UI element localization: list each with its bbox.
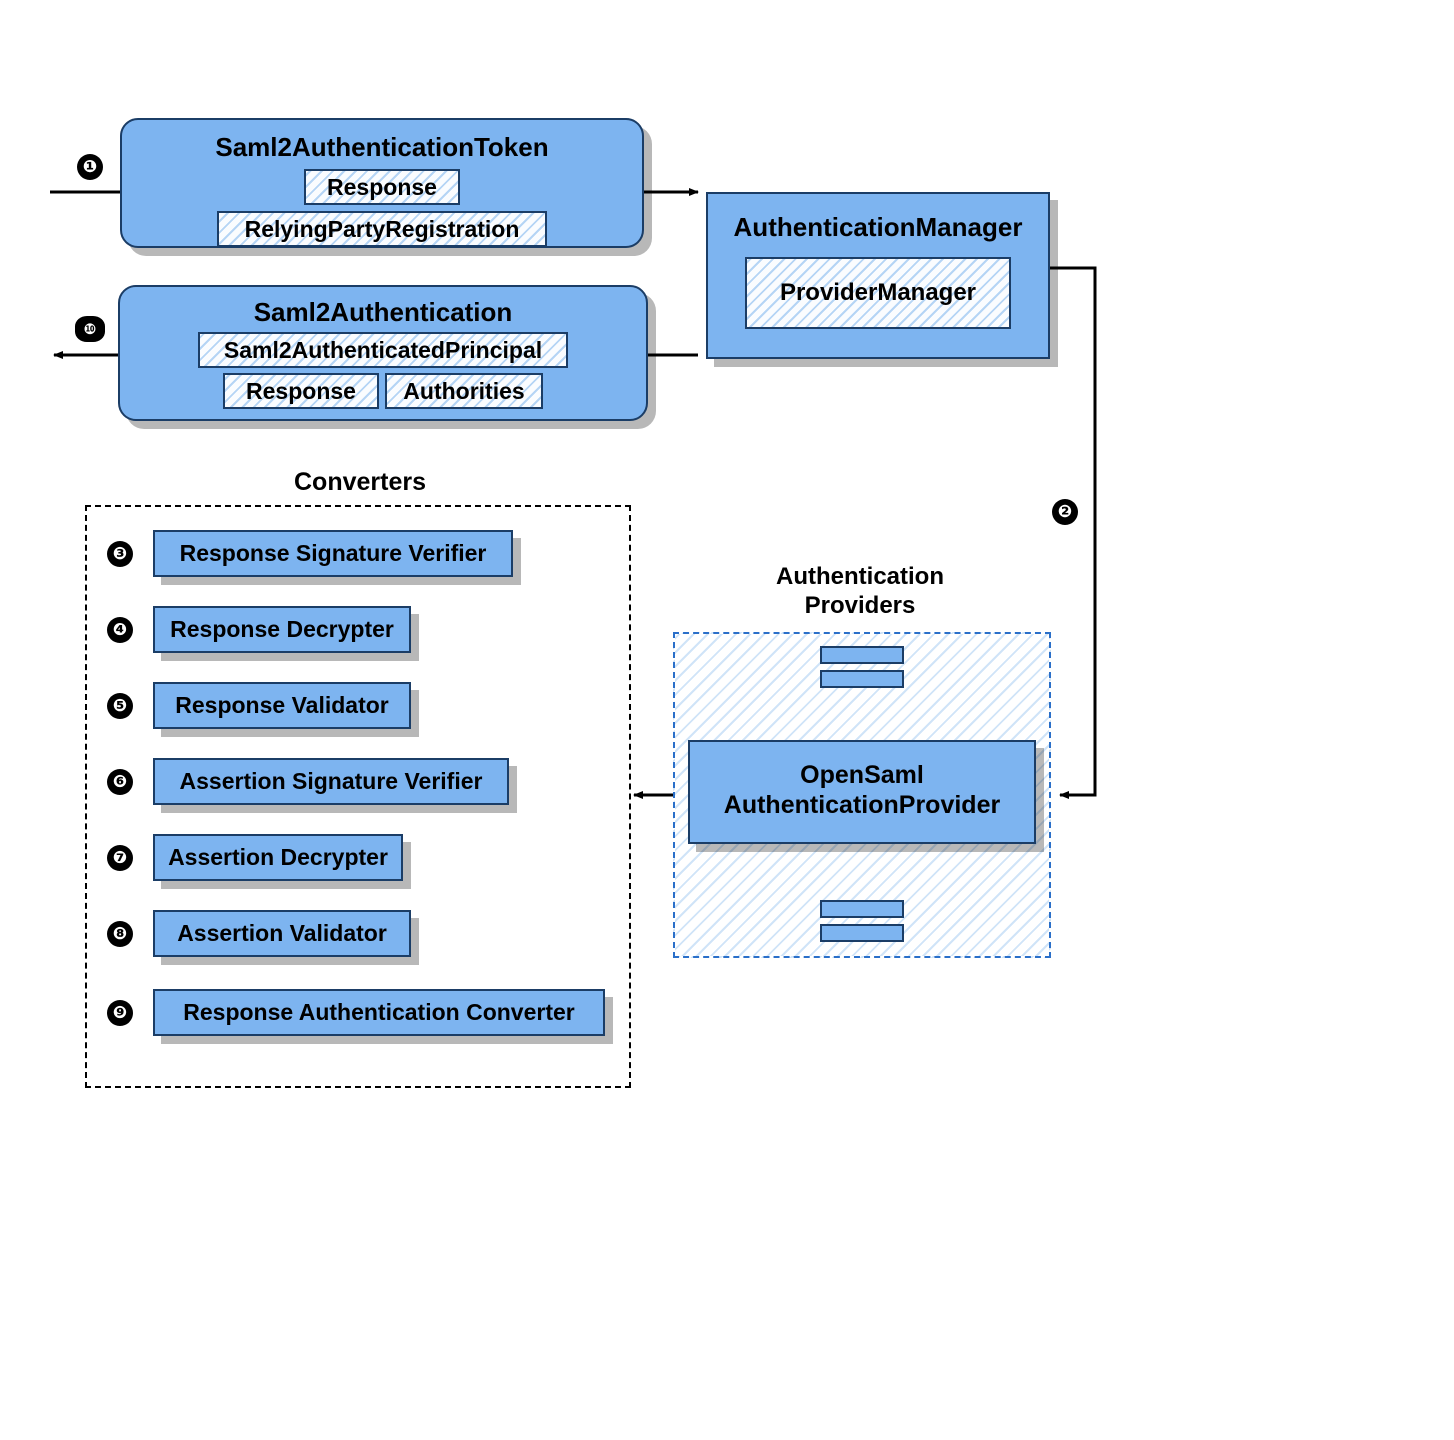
converter-step-bullet-3: ❺ (107, 693, 133, 719)
authentication-authorities-chip: Authorities (385, 373, 543, 409)
provider-manager-chip: ProviderManager (745, 257, 1011, 329)
provider-stack-bar-top-2 (820, 670, 904, 688)
response-decrypter-box: Response Decrypter (153, 606, 411, 653)
converter-step-bullet-2: ❹ (107, 617, 133, 643)
saml2-authenticated-principal-chip: Saml2AuthenticatedPrincipal (198, 332, 568, 368)
step-1-bullet: ❶ (77, 154, 103, 180)
converter-step-bullet-4: ❻ (107, 769, 133, 795)
opensaml-provider-line1: OpenSaml (800, 761, 924, 789)
converter-step-bullet-5: ❼ (107, 845, 133, 871)
saml2-authentication-token-title: Saml2AuthenticationToken (215, 132, 549, 162)
converter-step-bullet-6: ❽ (107, 921, 133, 947)
authentication-providers-title (760, 562, 960, 620)
provider-stack-bar-bottom-1 (820, 900, 904, 918)
assertion-signature-verifier-box: Assertion Signature Verifier (153, 758, 509, 805)
provider-stack-bar-bottom-2 (820, 924, 904, 942)
token-response-chip: Response (304, 169, 460, 205)
saml2-authentication-box (118, 285, 648, 421)
saml2-authentication-token-box (120, 118, 644, 248)
opensaml-authentication-provider-box (688, 740, 1036, 844)
converter-step-bullet-7: ❾ (107, 1000, 133, 1026)
response-authentication-converter-box: Response Authentication Converter (153, 989, 605, 1036)
response-validator-box: Response Validator (153, 682, 411, 729)
provider-stack-bar-top-1 (820, 646, 904, 664)
assertion-decrypter-box: Assertion Decrypter (153, 834, 403, 881)
step-2-bullet: ❷ (1052, 499, 1078, 525)
converters-title: Converters (294, 468, 426, 496)
authentication-providers-title-line2: Providers (804, 592, 916, 619)
opensaml-provider-line2: AuthenticationProvider (723, 791, 1001, 819)
step-10-bullet: ❿ (75, 316, 105, 342)
response-signature-verifier-box: Response Signature Verifier (153, 530, 513, 577)
authentication-manager-box (706, 192, 1050, 359)
saml2-authentication-title: Saml2Authentication (253, 297, 513, 327)
authentication-response-chip: Response (223, 373, 379, 409)
authentication-providers-title-line1: Authentication (776, 563, 944, 590)
converter-step-bullet-1: ❸ (107, 541, 133, 567)
token-relying-party-registration-chip: RelyingPartyRegistration (217, 211, 547, 247)
authentication-manager-title: AuthenticationManager (733, 212, 1023, 242)
assertion-validator-box: Assertion Validator (153, 910, 411, 957)
